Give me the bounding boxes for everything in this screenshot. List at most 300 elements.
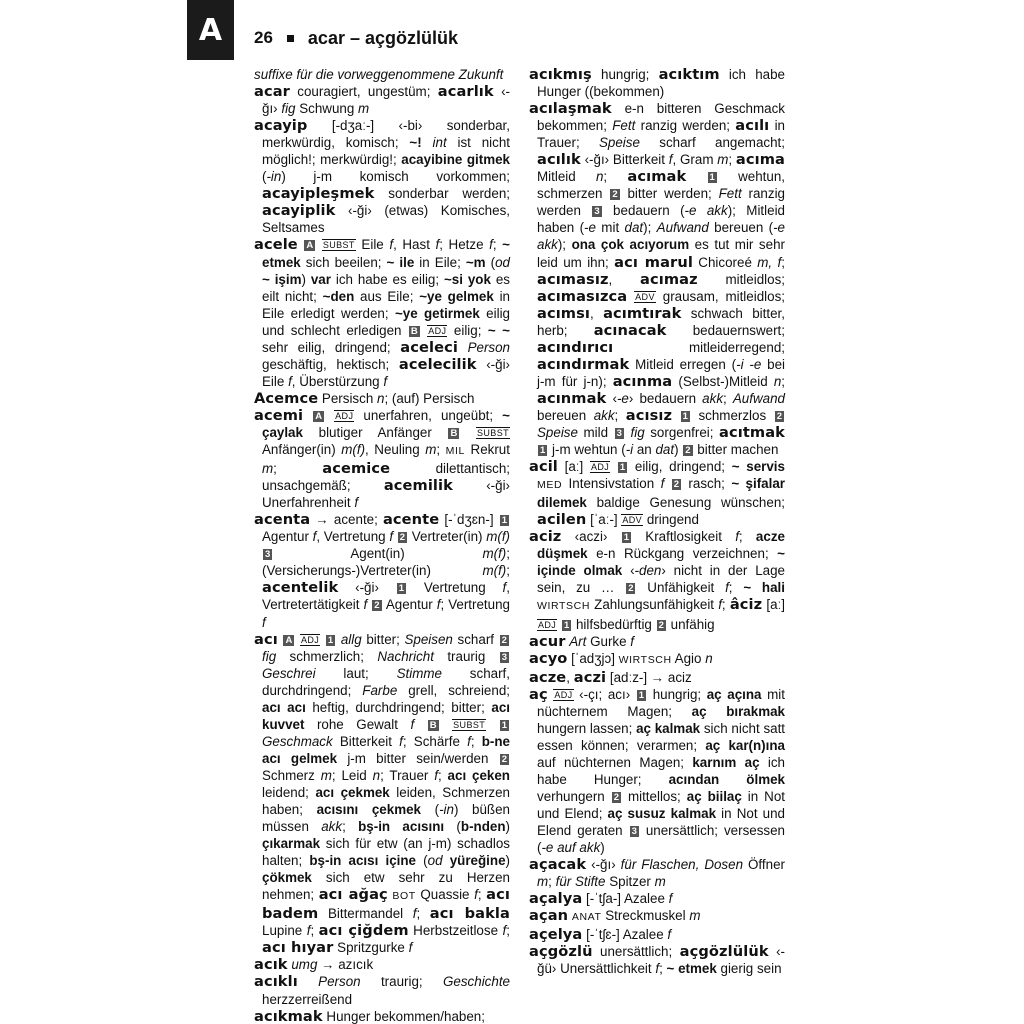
italic-note: fig (281, 101, 296, 117)
italic-note: m(f) (486, 529, 511, 545)
headword: acelecilik (398, 355, 477, 373)
dictionary-entry (254, 1008, 510, 1024)
italic-note: Farbe (362, 682, 398, 698)
italic-note: f (667, 927, 672, 943)
part-of-speech-label: SUBST (322, 240, 355, 251)
part-of-speech-label: ADJ (554, 689, 573, 700)
italic-note: Art (569, 633, 587, 649)
italic-note: f (262, 614, 266, 630)
dictionary-entry (529, 856, 785, 890)
entry-text: Agio (671, 650, 706, 666)
entry-text: herzzerreißend (262, 991, 353, 1007)
headword: acıkmış (529, 66, 592, 83)
entry-text: in Eile; (414, 254, 466, 270)
headword: aç (529, 685, 548, 703)
headword: açacak (529, 856, 587, 874)
phrase: ~den (322, 288, 355, 304)
sense-marker: 2 (613, 791, 619, 803)
italic-note: f (467, 733, 471, 749)
phrase: aç açına (706, 686, 762, 702)
italic-note: n (595, 169, 604, 185)
sense-marker: 1 (398, 583, 405, 595)
domain-label: BOT (392, 890, 416, 903)
sense-marker: A (285, 634, 293, 646)
headword: acı bakla (429, 905, 510, 923)
italic-note: f (410, 716, 415, 732)
italic-note: dat (655, 442, 675, 458)
entry-text (393, 529, 397, 544)
headword: acıkmak (254, 1007, 323, 1024)
entry-text: Herbstzeitlose (408, 923, 503, 939)
part-of-speech-label: ADJ (301, 634, 320, 645)
headword: acımaz (640, 270, 698, 288)
entry-text: Agentur (382, 597, 437, 613)
entry-text: verhungern (537, 788, 611, 804)
domain-label: MED (537, 479, 563, 492)
phrase: ~! (409, 135, 422, 151)
italic-note: f (408, 940, 413, 956)
headword: açan (529, 907, 569, 925)
entry-text: , Hast (393, 237, 436, 253)
page-header (254, 26, 458, 50)
entry-text: eilig; (447, 322, 488, 338)
sense-marker: 2 (628, 583, 634, 595)
italic-note: f (312, 529, 317, 545)
entry-text: Persisch (318, 390, 377, 406)
entry-text: gierig sein (716, 961, 782, 977)
headword: acar (254, 83, 290, 101)
italic-note: f (668, 152, 673, 168)
italic-note: f (502, 923, 507, 939)
italic-note: Person (467, 339, 510, 355)
entry-text: ‹-ğı› Bitterkeit (580, 152, 669, 168)
entry-text: Schmerz (262, 767, 321, 783)
dictionary-entry (254, 236, 510, 389)
entry-text: ; (506, 923, 510, 939)
headword: acemice (322, 460, 391, 478)
headword: acı ağaç (318, 886, 388, 904)
italic-note: -e (616, 390, 629, 406)
entry-text: ‹-ği› Eile (262, 356, 510, 389)
entry-text: couragiert, ungestüm; (289, 84, 438, 100)
entry-text: ; (Versicherungs-)Vertreter(in) (262, 546, 510, 579)
entry-text: [-ˈtʃa-] Azalee (582, 891, 669, 907)
sense-marker: 3 (594, 206, 600, 218)
headword: acılı (735, 117, 770, 135)
italic-note: akk (321, 819, 343, 835)
phrase: ~si yok (443, 271, 491, 287)
italic-note: f (354, 495, 359, 511)
phrase: aç susuz kalmak (607, 806, 717, 822)
domain-label: MIL (445, 445, 465, 458)
sense-marker: 1 (709, 172, 715, 184)
sense-marker: 3 (265, 549, 271, 561)
italic-note: f (660, 476, 665, 492)
entry-text: sorgenfrei; (644, 424, 720, 440)
entry-text: Gurke (586, 633, 631, 649)
headword: acil (529, 458, 558, 476)
entry-text: Mitleid erregen ( (629, 356, 737, 372)
entry-text: Eile (355, 237, 390, 253)
entry-text: mitleidlos; (697, 271, 785, 287)
phrase: karnım aç (692, 754, 760, 770)
italic-note: Fett (718, 186, 742, 202)
headword: acımasız (537, 270, 609, 288)
headword: acur (529, 632, 566, 650)
dictionary-entry (529, 890, 785, 907)
headword: aceleci (400, 338, 458, 356)
italic-note: n (705, 650, 713, 666)
dictionary-entry (529, 650, 785, 669)
headword: acayipleşmek (262, 185, 375, 203)
phrase: acısını çekmek (316, 802, 421, 818)
headword: acımasızca (537, 287, 628, 305)
italic-note: -i (625, 442, 634, 458)
italic-note: f (383, 373, 388, 389)
entry-text: unersättlich; (592, 944, 680, 960)
phrase: acından ölmek (668, 771, 785, 787)
italic-note: f (288, 373, 292, 389)
entry-text: auf nüchternen Magen; (537, 754, 693, 770)
sense-marker: B (450, 427, 458, 439)
entry-text: Mitleid (537, 169, 596, 185)
entry-text: Vertretung (407, 580, 503, 596)
headword: acınmak (537, 389, 607, 407)
headword: acındırmak (537, 355, 630, 373)
phrase: aç bırakmak (691, 703, 785, 719)
entry-text: ; (310, 923, 319, 939)
entry-text: grausam, mitleidlos; (655, 288, 785, 304)
headword: acayiplik (262, 202, 336, 220)
italic-note: m (689, 908, 701, 924)
entry-text: , Neuling (365, 442, 426, 458)
entry-text: Hunger bekommen/haben; (322, 1008, 485, 1024)
entry-text: eilig, dringend; (628, 459, 732, 475)
entry-text: Streckmuskel (601, 908, 690, 924)
phrase: acı çekmek (315, 784, 390, 800)
entry-text: ); (557, 237, 572, 253)
part-of-speech-label: ADV (622, 515, 643, 526)
entry-text: ( (416, 853, 428, 869)
headword: acze (529, 668, 567, 686)
phrase: ~ çaylak (262, 407, 510, 440)
italic-note: allg (340, 631, 362, 647)
headword: acı çiğdem (318, 922, 409, 940)
italic-note: -i -e (736, 356, 762, 372)
sense-marker: 2 (612, 189, 618, 201)
entry-text: , (566, 669, 574, 685)
headword: acemilik (383, 477, 453, 495)
entry-text: Spritzgurke (333, 940, 409, 956)
entry-text: Agent(in) (273, 546, 483, 562)
entry-text: schmerzlos (690, 407, 774, 423)
entry-text: › nicht in der Lage sein, zu … (537, 563, 785, 596)
entry-text: Bitterkeit (332, 733, 400, 749)
dictionary-entry (529, 458, 785, 528)
sense-marker: 1 (501, 515, 507, 527)
phrase: aç kar(n)ına (705, 737, 785, 753)
italic-note: f (306, 923, 311, 939)
entry-text: ); Mitleid haben ( (537, 203, 785, 236)
entry-text (486, 717, 499, 732)
entry-text: Intensivstation (562, 476, 661, 492)
headword: açgözlülük (679, 943, 769, 961)
phrase: ~ etmek (666, 961, 717, 977)
phrase: ~ etmek (262, 237, 510, 270)
entry-text: ‹-çı; acı› (573, 686, 636, 702)
entry-text: bitter werden; (620, 186, 719, 202)
entry-text: es tut mir sehr leid um ihn; (537, 237, 785, 270)
headword: acıktım (658, 66, 720, 83)
italic-note: f (735, 529, 739, 545)
entry-text: [ˈaː-] (586, 512, 622, 528)
entry-text: unersättlich; versessen ( (537, 823, 786, 856)
entry-text: mit (595, 220, 625, 236)
italic-note: -e akk (684, 203, 728, 219)
headword: acısız (625, 406, 673, 424)
entry-text (303, 408, 312, 423)
phrase: ~ işim (262, 271, 302, 287)
italic-note: -e (584, 220, 596, 236)
entry-text: ) (505, 819, 510, 835)
part-of-speech-label: ADJ (428, 325, 447, 336)
entry-text: ; (728, 152, 736, 168)
italic-note: f (718, 597, 722, 613)
italic-note: f (389, 529, 394, 545)
entry-text: hilfsbedürftig (572, 616, 656, 632)
entry-text: sich beeilen; (300, 254, 387, 270)
sense-marker: 1 (501, 719, 507, 731)
italic-note: f (363, 597, 368, 613)
italic-note: m(f) (341, 442, 366, 458)
italic-note: f (474, 887, 478, 903)
entry-text: ‹-ğı› (586, 857, 621, 873)
entry-text: ; (437, 767, 448, 783)
italic-note: suffixe für die vorweggenommene Zukunft (254, 67, 504, 82)
part-of-speech-label: SUBST (476, 427, 509, 438)
entry-text: ; (659, 961, 667, 977)
headword: acımtırak (603, 304, 682, 322)
entry-text: → acente; (310, 512, 383, 528)
entry-text: ) (301, 271, 311, 287)
entry-text: Unfähigkeit (636, 580, 726, 596)
phrase: ~ şifalar dilemek (537, 476, 785, 511)
italic-note: f (502, 580, 507, 596)
italic-note: m (358, 101, 370, 117)
entry-text: ( (444, 819, 461, 835)
phrase: b-ne acı gelmek (262, 733, 510, 766)
italic-note: n (372, 767, 381, 783)
headword: acındırıcı (537, 338, 614, 356)
entry-text: ‹-ği› (etwas) Komisches, Seltsames (262, 203, 510, 236)
entry-text: ) (505, 853, 510, 869)
headword: acınma (612, 372, 673, 390)
entry-text: an (633, 442, 656, 458)
entry-text: ; (781, 254, 785, 270)
entry-text: Zahlungsunfähigkeit (590, 597, 719, 613)
phrase: acze düşmek (537, 529, 785, 562)
italic-note: m(f) (482, 546, 507, 562)
phrase: acı çeken (447, 767, 510, 783)
entry-text: mitleiderregend; (613, 339, 785, 355)
entry-text: Bittermandel (318, 906, 413, 922)
sense-marker: 2 (399, 532, 406, 544)
italic-note: Nachricht (377, 648, 434, 664)
entry-text: ; Trauer (380, 767, 435, 783)
italic-note: f (725, 580, 729, 596)
sense-marker: A (306, 240, 314, 252)
italic-note: f (434, 767, 438, 783)
sense-marker: 3 (631, 826, 637, 838)
domain-label: ANAT (571, 911, 602, 924)
entry-text: Vertreter(in) (408, 529, 487, 545)
entry-text: in Not und Elend; (537, 788, 786, 822)
entry-text (298, 237, 304, 252)
headword: acılık (537, 151, 581, 169)
entry-text: ; (603, 169, 628, 185)
entry-text (610, 459, 617, 474)
entry-text: ich habe Hunger; (537, 754, 786, 787)
italic-note: f (655, 961, 660, 977)
italic-note: Stimme (396, 665, 442, 681)
entry-text: ( (485, 254, 496, 270)
entry-text (414, 717, 427, 732)
entry-text: ) (674, 442, 683, 458)
entry-text: ; (781, 373, 786, 389)
entry-text: sehr eilig, dringend; (262, 339, 401, 355)
headword: acılaşmak (529, 100, 612, 118)
italic-note: f (668, 891, 673, 907)
entry-text: ; (738, 529, 756, 545)
entry-text: ) büßen müssen (262, 802, 510, 835)
entry-text: ); (643, 220, 657, 236)
entry-text: Quassie (415, 887, 475, 903)
italic-note: Aufwand (732, 390, 785, 406)
italic-note: Fett (612, 118, 636, 134)
entry-text: baldige Genesung wünschen; (586, 495, 785, 511)
italic-note: Aufwand (656, 220, 709, 236)
dictionary-entry (254, 66, 510, 83)
entry-text: , Überstürzung (291, 373, 384, 389)
entry-text: in Eile erledigt werden; (262, 288, 510, 321)
headword: acarlık (437, 83, 494, 101)
dictionary-entry (254, 956, 510, 973)
entry-text: dilettantisch; unsachgemäß; (262, 461, 510, 494)
entry-text: mittellos; (622, 788, 687, 804)
italic-note: Person (318, 974, 361, 990)
entry-text: mit nüchternem Magen; (537, 686, 785, 719)
phrase: bş-in acısını (358, 819, 445, 835)
entry-text: ) (600, 840, 605, 856)
entry-text: ‹ (622, 563, 635, 579)
entry-text: Öffner (743, 857, 785, 873)
entry-text: e-n bitteren Geschmack bekommen; (537, 101, 785, 134)
entry-text: Kraftlosigkeit (631, 529, 736, 545)
italic-note: fig (630, 424, 645, 440)
entry-text (664, 476, 670, 491)
entry-text: ; Leid (331, 767, 373, 783)
part-of-speech-label: ADJ (590, 462, 610, 473)
dictionary-entry (254, 631, 510, 957)
phrase: ~ye gelmek (419, 288, 494, 304)
entry-text (458, 340, 468, 355)
sense-marker: 1 (327, 634, 334, 646)
dictionary-entry (529, 907, 785, 926)
dictionary-entry (254, 973, 510, 1007)
entry-text: ich habe Hunger ((bekommen) (537, 67, 785, 100)
entry-text: Rekrut (464, 442, 510, 458)
entry-text: Anfänger(in) (262, 442, 342, 458)
entry-text: , (590, 305, 604, 321)
dictionary-entry (529, 926, 785, 943)
phrase: ~ ile (386, 254, 415, 270)
entry-text (672, 408, 680, 423)
sense-marker: B (410, 325, 418, 337)
italic-note: -in (439, 802, 454, 818)
italic-note: für Flaschen, Dosen (620, 857, 744, 873)
sense-marker: 1 (682, 410, 688, 422)
entry-text: ( (421, 802, 440, 818)
entry-text: bedauernswert; (666, 322, 785, 338)
dictionary-entry (529, 943, 785, 977)
entry-text: ; (416, 906, 430, 922)
dictionary-entry (254, 511, 510, 630)
entry-text: , (608, 271, 641, 287)
entry-text: scharf (452, 631, 499, 647)
headword: acı (254, 630, 278, 648)
sense-marker: 1 (540, 445, 546, 457)
entry-text: scharf, durchdringend; (262, 665, 510, 698)
headword: acente (382, 511, 440, 529)
sense-marker: 1 (638, 689, 645, 701)
entry-text: leiden, Schmerzen haben; (262, 784, 510, 818)
entry-text: traurig; (360, 974, 443, 990)
entry-text: wehtun, schmerzen (537, 169, 785, 202)
entry-text: unerfahren, ungeübt; (354, 407, 503, 423)
entry-text: ( (262, 169, 267, 185)
phrase: ~ servis (731, 459, 785, 475)
headword: acayip (254, 117, 308, 135)
entry-text (325, 408, 334, 423)
entry-text: geschäftig, hektisch; (262, 356, 399, 372)
sense-marker: A (315, 410, 323, 422)
italic-note: akk (593, 407, 615, 423)
entry-text: [-ˈtʃɛ-] Azalee (582, 927, 668, 943)
headword: acı hıyar (262, 939, 334, 957)
entry-text: ‹-ğı› (262, 84, 510, 117)
headword: acıma (735, 151, 785, 169)
italic-note: m (320, 767, 332, 783)
italic-note: -e akk (537, 220, 786, 253)
entry-text: ‹-ğü› Unersättlichkeit (537, 944, 786, 977)
headword: acemi (254, 406, 304, 424)
headword: acele (254, 236, 298, 254)
italic-note: m (654, 874, 666, 890)
headword: Acemce (254, 389, 319, 407)
sense-marker: 1 (563, 619, 570, 631)
headword: acentelik (262, 579, 339, 597)
entry-text: bitter machen (693, 442, 779, 458)
italic-note: m (717, 152, 729, 168)
phrase: ~ hali (743, 580, 785, 596)
entry-text: ; (477, 887, 487, 903)
entry-text: ‹ (606, 390, 617, 406)
italic-note: int (432, 135, 447, 151)
dictionary-entry (529, 633, 785, 650)
italic-note: f (412, 906, 417, 922)
italic-note: Speise (598, 135, 640, 151)
entry-text: sich etw sehr zu Herzen nehmen; (262, 870, 510, 903)
